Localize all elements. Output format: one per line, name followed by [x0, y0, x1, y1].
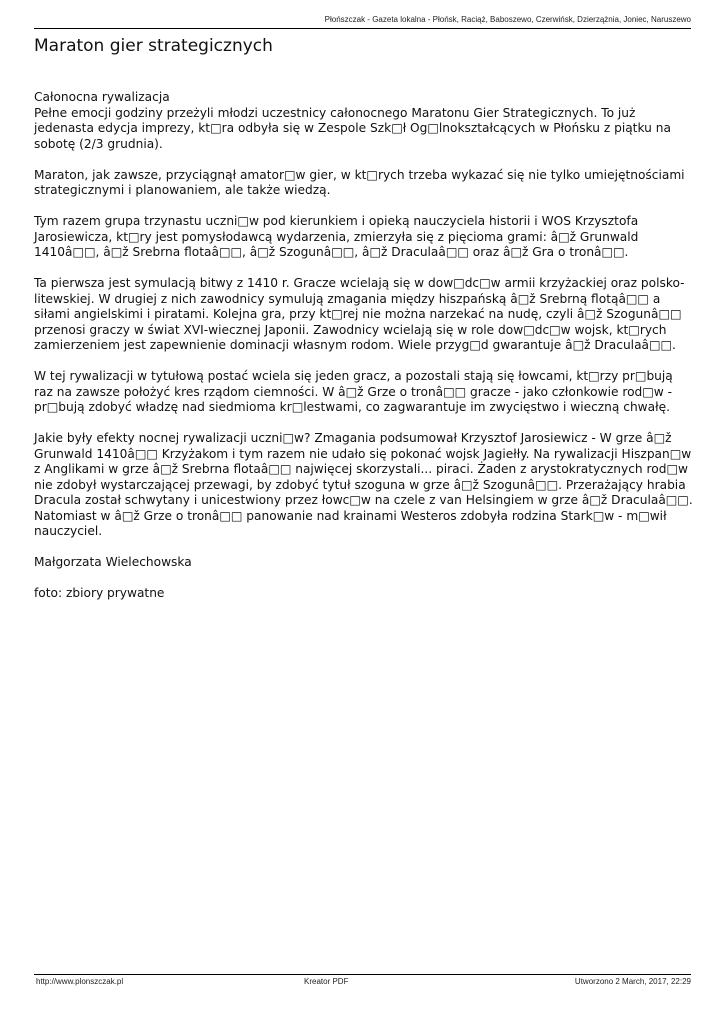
article-paragraph: Jakie były efekty nocnej rywalizacji uczni□w? Zmagania podsumował Krzysztof Jarosiewicz - W grze â□ž Grunwald 1410â□□ Krzyżakom i tym razem nie udało się pokonać wojsk Jagiełły. Na rywalizacji Hiszpan□w z Anglikami w grze â□ž Srebrna flotaâ□□ najwięcej skorzystali... piraci. Żaden z arystokratycznych rod□w nie zdobył wystarczającej przewagi, by zdobyć tytuł szoguna w grze â□ž Szogunâ□□. Przerażający hrabia Dracula został schwytany i unicestwiony przez łowc□w na czele z van Helsingiem w grze â□ž Draculaâ□□. Natomiast w â□ž Grze o tronâ□□ panowanie nad krainami Westeros zdobyła rodzina Stark□w - m□wił nauczyciel. — [34, 431, 693, 538]
photo-credit: foto: zbiory prywatne — [34, 586, 165, 600]
article-paragraph: Tym razem grupa trzynastu uczni□w pod kierunkiem i opieką nauczyciela historii i WOS Krzysztofa Jarosiewicza, kt□ry jest pomysłodawcą wydarzenia, zmierzyła się z pięcioma grami: â□ž Grunwald 1410â□□, â□ž Srebrna flotaâ□□, â□ž Szogunâ□□, â□ž Draculaâ□□ oraz â□ž Gra o tronâ□□. — [34, 214, 639, 259]
footer-site-url[interactable]: http://www.plonszczak.pl — [36, 977, 124, 986]
article-paragraph: Maraton, jak zawsze, przyciągnął amator□w gier, w kt□rych trzeba wykazać się nie tylko umiejętnościami strategicznymi i planowaniem, ale także wiedzą. — [34, 167, 685, 197]
footer-created-date: Utworzono 2 March, 2017, 22:29 — [574, 977, 691, 986]
page-footer — [34, 974, 691, 989]
page-title: Maraton gier strategicznych — [34, 36, 273, 56]
article-paragraph-lead: Całonocna rywalizacja Pełne emocji godziny przeżyli młodzi uczestnicy całonocnego Maratonu Gier Strategicznych. To już jedenasta edycja imprezy, kt□ra odbyła się w Zespole Szk□ł Og□lnokształcących w Płońsku z piątku na sobotę (2/3 grudnia). — [34, 90, 671, 151]
article-paragraph: W tej rywalizacji w tytułową postać wciela się jeden gracz, a pozostali stają się łowcami, kt□rzy pr□bują raz na zawsze położyć kres rządom ciemności. W â□ž Grze o tronâ□□ gracze - jako członkowie rod□w - pr□bują zdobyć władzę nad siedmioma kr□lestwami, co zagwarantuje im zwycięstwo i wieczną chwałę. — [34, 369, 673, 414]
article-body — [34, 90, 694, 617]
page-header — [34, 14, 691, 29]
article-paragraph: Ta pierwsza jest symulacją bitwy z 1410 r. Gracze wcielają się w dow□dc□w armii krzyżackiej oraz polsko-litewskiej. W drugiej z nich zawodnicy symulują zmagania między hiszpańską â□ž Srebrną flotąâ□□ a siłami angielskimi i piratami. Kolejna gra, przy kt□rej nie można narzekać na nudę, czyli â□ž Szogunâ□□ przenosi graczy w świat XVI-wiecznej Japonii. Zawodnicy wcielają się w role dow□dc□w wojsk, kt□rych zamierzeniem jest zapewnienie dominacji własnym rodom. Wiele przyg□d gwarantuje â□ž Draculaâ□□. — [34, 276, 685, 352]
footer-generator: Kreator PDF — [304, 977, 349, 986]
header-site-text: Płońszczak - Gazeta lokalna - Płońsk, Raciąż, Baboszewo, Czerwińsk, Dzierzążnia, Joniec, Naruszewo — [324, 15, 691, 24]
article-author: Małgorzata Wielechowska — [34, 555, 192, 569]
